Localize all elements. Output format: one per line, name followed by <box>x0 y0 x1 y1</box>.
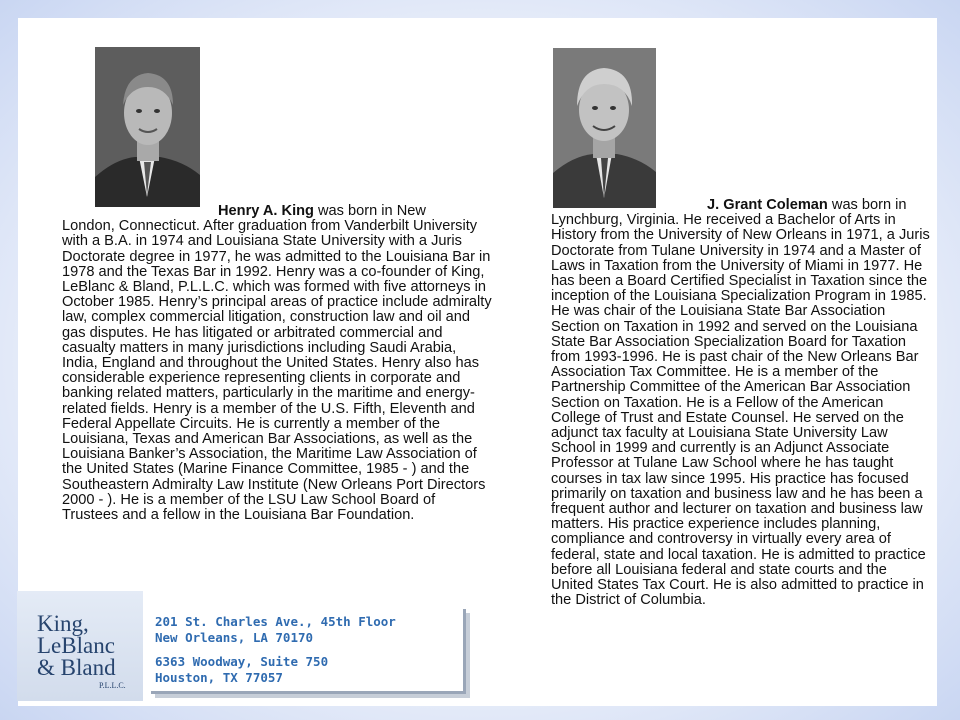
portrait-image <box>553 48 656 208</box>
bio-name: J. Grant Coleman <box>707 197 828 213</box>
address-line-3: 6363 Woodway, Suite 750 <box>155 654 329 669</box>
henry-king-photo <box>95 47 200 207</box>
logo-line-2: LeBlanc <box>37 633 115 658</box>
bio-name: Henry A. King <box>218 203 314 219</box>
grant-coleman-photo <box>553 48 656 208</box>
henry-king-bio <box>62 204 494 523</box>
bio-body: London, Connecticut. After graduation from Vanderbilt University with a B.A. in 1974 and Louisiana State University with a Juris Doctorate degree in 1977, he was admitted to the Louisiana Bar in 1978 and the Texas Bar in 1992. Henry was a co-founder of King, LeBlanc & Bland, P.L.L.C. which was formed with five attorneys in October 1985. Henry’s principal areas of practice include admiralty law, complex commercial litigation, construction law and oil and gas disputes. He has litigated or arbitrated commercial and casualty matters in many jurisdictions including Saudi Arabia, India, England and throughout the United States. Henry also has considerable experience representing clients in corporate and banking related matters, particularly in the maritime and energy-related fields. Henry is a member of the U.S. Fifth, Eleventh and Federal Appellate Circuits. He is currently a member of the Louisiana, Texas and American Bar Associations, as well as the Louisiana Banker’s Association, the Maritime Law Association of the United States (Marine Finance Committee, 1985 - ) and the Southeastern Admiralty Law Institute (New Orleans Port Directors 2000 - ). He is a member of the LSU Law School Board of Trustees and a fellow in the Louisiana Bar Foundation. <box>62 218 492 524</box>
logo-line-3: & Bland <box>37 655 116 680</box>
portrait-image <box>95 47 200 207</box>
bio-body: Lynchburg, Virginia. He received a Bachelor of Arts in History from the University of New Orleans in 1971, a Juris Doctorate from Tulane University in 1974 and a Master of Laws in Taxation from the University of Miami in 1977. He has been a Board Certified Specialist in Taxation since the inception of the Louisiana Specialization Program in 1985. He was chair of the Louisiana State Bar Association Section on Taxation in 1992 and served on the Louisiana State Bar Association Specialization Board for Taxation from 1993-1996. He is past chair of the New Orleans Bar Association Tax Committee. He is a member of the Partnership Committee of the American Bar Association Section on Taxation. He is a Fellow of the American College of Trust and Estate Counsel. He served on the adjunct tax faculty at Louisiana State University Law School in 1999 and currently is an Adjunct Associate Professor at Tulane Law School where he has taught courses in tax law since 1995. His practice has focused primarily on taxation and business law and he has been a frequent author and lecturer on taxation and business law matters. His practice experience includes planning, compliance and controversy in virtually every area of federal, state and local taxation. He is admitted to practice before all Louisiana federal and state courts and the United States Tax Court. He is also admitted to practice in the District of Columbia. <box>551 212 930 609</box>
logo-line-1: King, <box>37 611 89 636</box>
bio-lead: was born in <box>827 197 907 213</box>
logo-text <box>37 613 143 679</box>
address-box <box>151 609 466 694</box>
address-line-1: 201 St. Charles Ave., 45th Floor <box>155 614 396 629</box>
address-line-2: New Orleans, LA 70170 <box>155 630 314 645</box>
firm-logo <box>17 591 143 701</box>
bio-lead-line <box>62 204 494 219</box>
logo-suffix: P.L.L.C. <box>99 681 126 690</box>
bio-lead-line <box>551 198 931 213</box>
address-line-4: Houston, TX 77057 <box>155 670 283 685</box>
bio-lead: was born in New <box>313 203 426 219</box>
grant-coleman-bio <box>551 198 931 608</box>
